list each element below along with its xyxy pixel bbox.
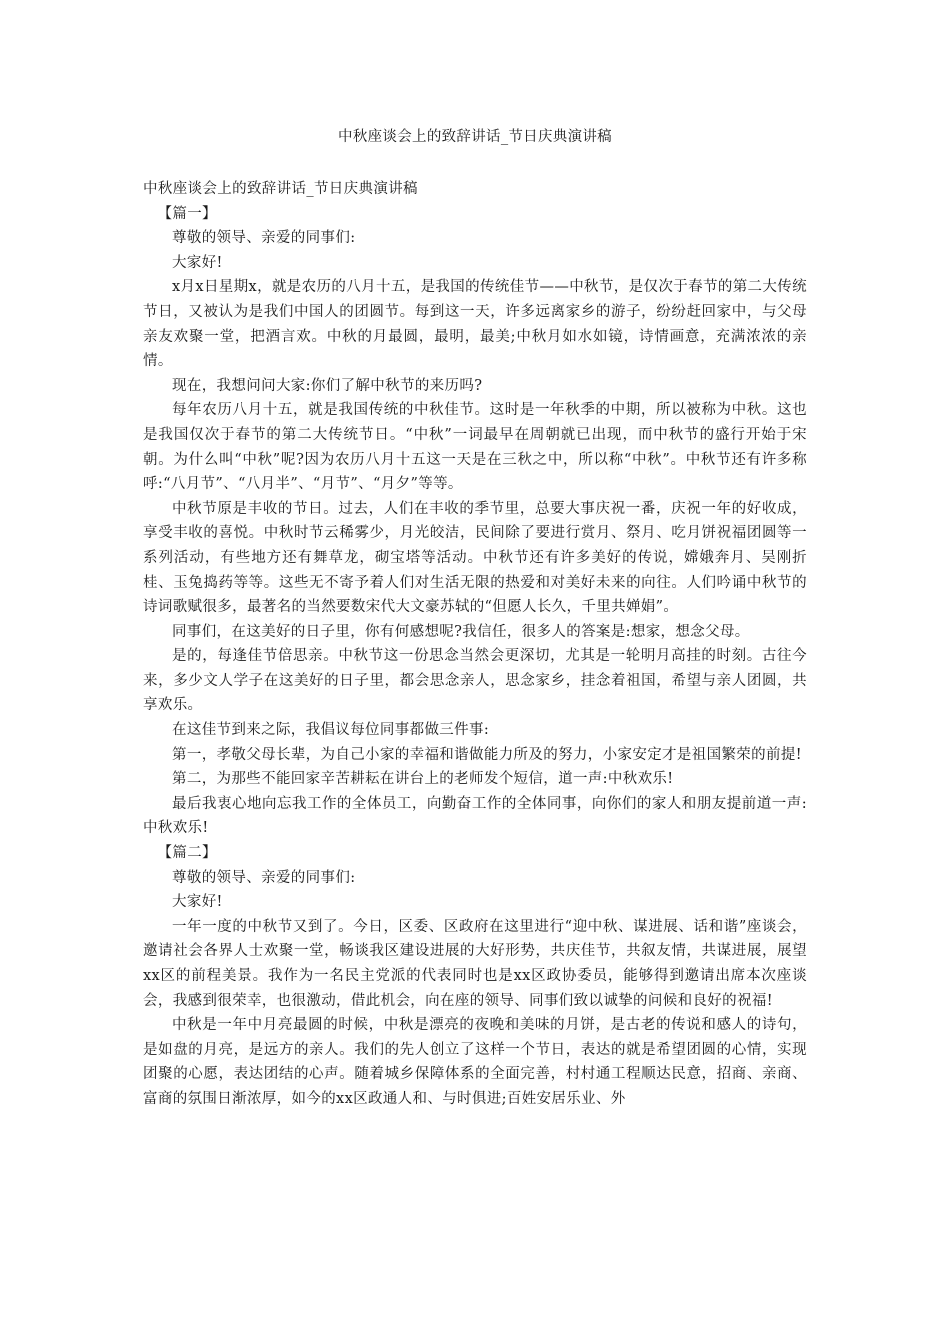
paragraph: 在这佳节到来之际，我倡议每位同事都做三件事: — [172, 722, 490, 739]
paragraph: 大家好! — [172, 894, 223, 911]
paragraph: 每年农历八月十五，就是我国传统的中秋佳节。这时是一年秋季的中期，所以被称为中秋。这也是我国仅次于春节的第二大传统节日。“中秋”一词最早在周朝就已出现，而中秋节的盛行开始于宋朝。为什么叫“中秋”呢?因为农历八月十五这一天是在三秋之中，所以称“中秋”。中秋节还有许多称呼:“八月节”、“八月半”、“月节”、“月夕”等等。 — [143, 402, 807, 493]
subtitle: 中秋座谈会上的致辞讲话_节日庆典演讲稿 — [143, 181, 418, 197]
paragraph: 大家好! — [172, 254, 223, 271]
section-heading: 【篇二】 — [157, 845, 217, 862]
paragraph: 尊敬的领导、亲爱的同事们: — [172, 230, 356, 247]
paragraph: 中秋是一年中月亮最圆的时候，中秋是漂亮的夜晚和美味的月饼，是古老的传说和感人的诗句，是如盘的月亮，是远方的亲人。我们的先人创立了这样一个节日，表达的就是希望团圆的心情，实现团聚的心愿，表达团结的心声。随着城乡保障体系的全面完善，村村通工程顺达民意，招商、亲商、富商的氛围日渐浓厚，如今的xx区政通人和、与时俱进;百姓安居乐业、外 — [143, 1017, 807, 1107]
paragraph: 同事们，在这美好的日子里，你有何感想呢?我信任，很多人的答案是:想家，想念父母。 — [172, 623, 750, 640]
paragraph: 中秋节原是丰收的节日。过去，人们在丰收的季节里，总要大事庆祝一番，庆祝一年的好收成，享受丰收的喜悦。中秋时节云稀雾少，月光皎洁，民间除了要进行赏月、祭月、吃月饼祝福团圆等一系列活动，有些地方还有舞草龙，砌宝塔等活动。中秋节还有许多美好的传说，嫦娥奔月、吴刚折桂、玉兔捣药等等。这些无不寄予着人们对生活无限的热爱和对美好未来的向往。人们吟诵中秋节的诗词歌赋很多，最著名的当然要数宋代大文豪苏轼的“但愿人长久，千里共婵娟”。 — [143, 500, 807, 616]
paragraph: 尊敬的领导、亲爱的同事们: — [172, 869, 356, 886]
document-title: 中秋座谈会上的致辞讲话_节日庆典演讲稿 — [338, 129, 612, 145]
paragraph: 一年一度的中秋节又到了。今日，区委、区政府在这里进行“迎中秋、谋进展、话和谐”座谈会，邀请社会各界人士欢聚一堂，畅谈我区建设进展的大好形势，共庆佳节，共叙友情，共谋进展，展望xx区的前程美景。我作为一名民主党派的代表同时也是xx区政协委员，能够得到邀请出席本次座谈会，我感到很荣幸，也很激动，借此机会，向在座的领导、同事们致以诚挚的问候和良好的祝福! — [143, 918, 807, 1009]
paragraph: 第二，为那些不能回家辛苦耕耘在讲台上的老师发个短信，道一声:中秋欢乐! — [172, 771, 674, 788]
paragraph: x月x日星期x，就是农历的八月十五，是我国的传统佳节——中秋节，是仅次于春节的第二大传统节日，又被认为是我们中国人的团圆节。每到这一天，许多远离家乡的游子，纷纷赶回家中，与父母亲友欢聚一堂，把酒言欢。中秋的月最圆，最明，最美;中秋月如水如镜，诗情画意，充满浓浓的亲情。 — [143, 279, 807, 370]
paragraph: 最后我衷心地向忘我工作的全体员工，向勤奋工作的全体同事，向你们的家人和朋友提前道一声:中秋欢乐! — [143, 795, 807, 837]
document-body — [143, 177, 807, 1112]
paragraph: 第一，孝敬父母长辈，为自己小家的幸福和谐做能力所及的努力，小家安定才是祖国繁荣的前提! — [172, 746, 802, 763]
paragraph: 现在，我想问问大家:你们了解中秋节的来历吗? — [172, 377, 483, 394]
section-heading: 【篇一】 — [157, 205, 217, 222]
paragraph: 是的，每逢佳节倍思亲。中秋节这一份思念当然会更深切，尤其是一轮明月高挂的时刻。古往今来，多少文人学子在这美好的日子里，都会思念亲人，思念家乡，挂念着祖国，希望与亲人团圆，共享欢乐。 — [143, 648, 807, 714]
